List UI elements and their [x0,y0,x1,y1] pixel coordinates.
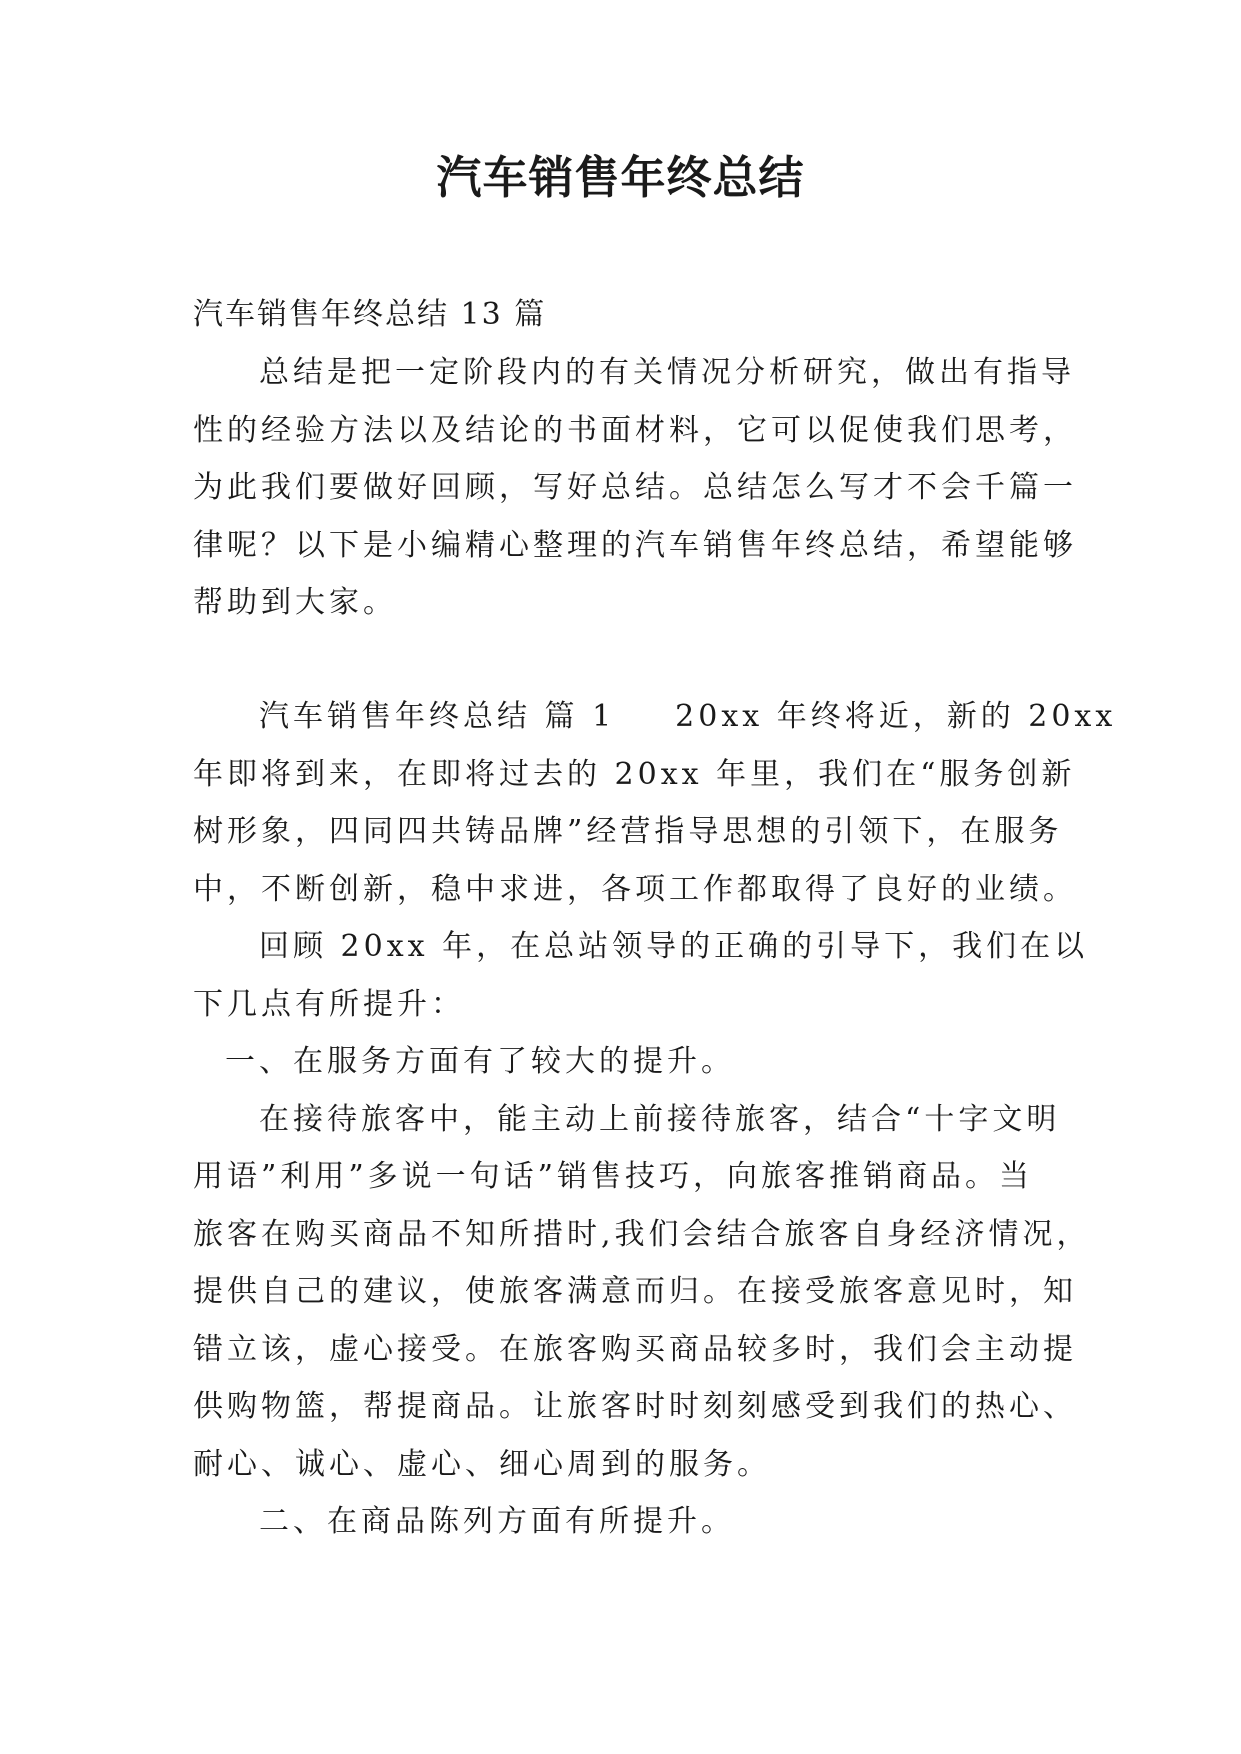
document-title: 汽车销售年终总结 [436,151,805,204]
body-line: 耐心、诚心、虚心、细心周到的服务。 [193,1446,771,1482]
body-line: 提供自己的建议，使旅客满意而归。在接受旅客意见时，知 [193,1274,1077,1309]
part1-heading-line [193,688,1117,746]
intro-line: 为此我们要做好回顾，写好总结。总结怎么写才不会千篇一 [193,470,1077,505]
intro-line: 帮助到大家。 [193,585,397,620]
body-line: 下几点有所提升： [193,986,465,1022]
body-line: 在接待旅客中，能主动上前接待旅客，结合“十字文明 [259,1101,1061,1137]
document-subtitle: 汽车销售年终总结 13 篇 [193,297,547,332]
intro-line: 性的经验方法以及结论的书面材料，它可以促使我们思考， [193,412,1077,448]
part1-lead: 20xx 年终将近，新的 20xx [675,699,1117,734]
body-line: 旅客在购买商品不知所措时,我们会结合旅客自身经济情况， [193,1216,1091,1252]
body-line: 年即将到来，在即将过去的 20xx 年里，我们在“服务创新 [193,756,1076,792]
body-line: 用语”利用”多说一句话”销售技巧，向旅客推销商品。当 [193,1159,1034,1194]
intro-line: 总结是把一定阶段内的有关情况分析研究，做出有指导 [259,355,1075,390]
body-line: 错立该，虚心接受。在旅客购买商品较多时，我们会主动提 [193,1331,1077,1367]
intro-paragraph [193,344,1077,632]
body-line: 供购物篮，帮提商品。让旅客时时刻刻感受到我们的热心、 [193,1389,1077,1424]
intro-line: 律呢？以下是小编精心整理的汽车销售年终总结，希望能够 [193,527,1077,563]
section-heading-1: 一、在服务方面有了较大的提升。 [225,1044,735,1079]
body-line: 树形象，四同四共铸品牌”经营指导思想的引领下，在服务 [193,814,1063,849]
body-line: 中，不断创新，稳中求进，各项工作都取得了良好的业绩。 [193,871,1077,907]
part1-section [193,688,1117,1551]
section-heading-2: 二、在商品陈列方面有所提升。 [259,1504,735,1539]
body-line: 回顾 20xx 年，在总站领导的正确的引导下，我们在以 [259,929,1089,964]
part1-heading: 汽车销售年终总结 篇 1 [259,699,616,734]
